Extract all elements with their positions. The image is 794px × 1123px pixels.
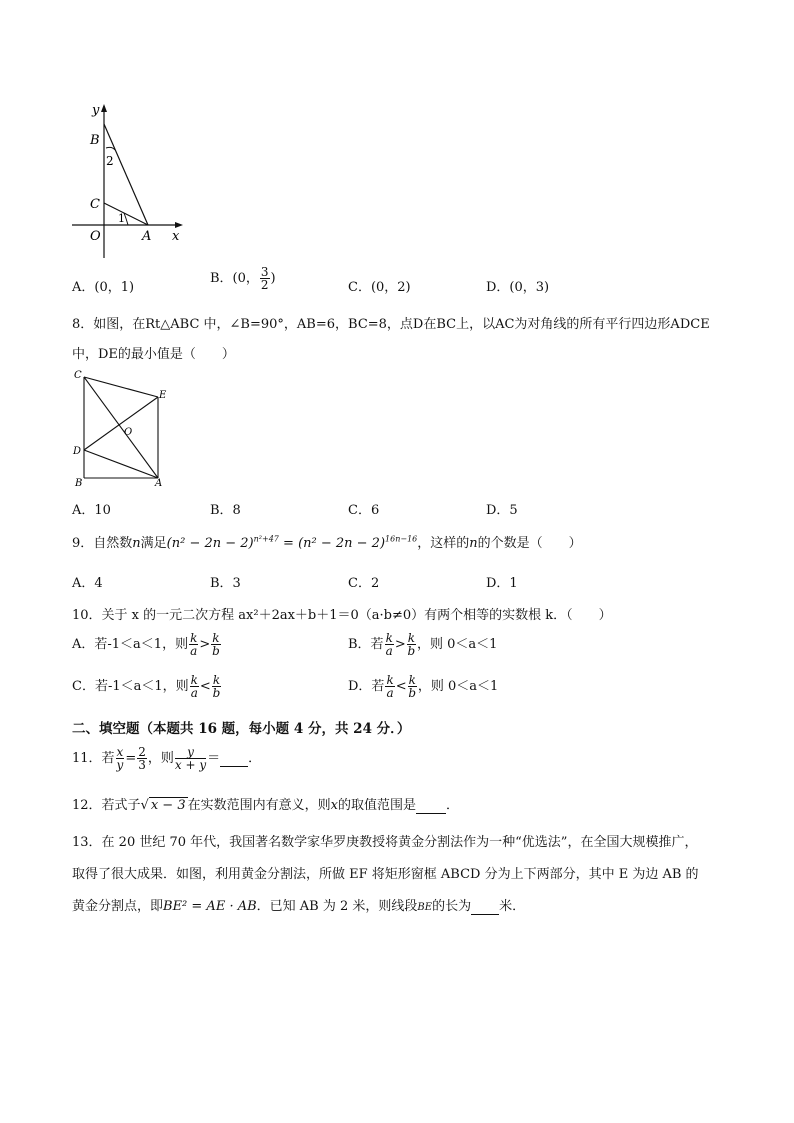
q7-option-a: A．(0，1) <box>72 280 135 295</box>
q8-parallelogram-figure <box>68 368 172 490</box>
q8-label-B: B <box>75 478 83 489</box>
q10-option-b: B．若 $\frac{k}{a}$ > $\frac{k}{b}$ ，则 0＜a＜1 <box>348 631 498 658</box>
q9-text: 9．自然数n满足$(n^2 - 2n - 2)^{n^2+47} = (n^2 - 2n - 2)^{16n-16}$，这样的n的个数是（ ） <box>72 534 582 551</box>
q12-text: 12．若式子√ x − 3 在实数范围内有意义，则x的取值范围是 ． <box>72 798 459 813</box>
q13-text-line2: 取得了很大成果．如图，利用黄金分割法，所做 EF 将矩形窗框 ABCD 分为上下两部分，其中 E 为边 AB 的 <box>72 867 699 882</box>
q10-option-d: D．若 $\frac{k}{a}$ < $\frac{k}{b}$ ，则 0＜a＜1 <box>348 673 499 700</box>
q7-label-angle1: 1 <box>118 212 125 225</box>
q8-text-line1: 8．如图，在Rt△ABC 中，∠B=90°，AB=6，BC=8，点D在BC上，以AC为对角线的所有平行四边形ADCE <box>72 317 710 332</box>
q10-text: 10．关于 x 的一元二次方程 ax²＋2ax＋b＋1＝0（a·b≠0）有两个相等的实数根 k．（ ） <box>72 608 612 623</box>
q9-option-a: A．4 <box>72 576 103 591</box>
q13-text-line3: 黄金分割点，即BE² = AE · AB．已知 AB 为 2 米，则线段BE的长为 米． <box>72 899 526 914</box>
q7-label-angle2: 2 <box>106 154 114 168</box>
q8-label-D: D <box>73 446 82 457</box>
q7-label-C: C <box>90 197 100 212</box>
q12-answer-blank[interactable] <box>416 798 446 814</box>
q7-label-A: A <box>142 229 152 244</box>
q9-option-c: C．2 <box>348 576 380 591</box>
section-2-heading: 二、填空题（本题共 16 题，每小题 4 分，共 24 分．） <box>72 721 411 737</box>
q9-lhs-base: (n² − 2n − 2) <box>166 536 254 551</box>
q8-label-E: E <box>159 390 167 401</box>
q8-option-a: A．10 <box>72 503 111 518</box>
q8-option-b: B．8 <box>210 503 241 518</box>
q10-option-c: C．若-1＜a＜1，则 $\frac{k}{a}$ < $\frac{k}{b}$ <box>72 673 221 700</box>
q8-text-line2: 中，DE的最小值是（ ） <box>72 347 235 362</box>
q9-option-b: B．3 <box>210 576 241 591</box>
q7-option-b: B．(0， $\frac{3}{2}$ ) <box>210 265 276 292</box>
q7-coordinate-figure <box>66 100 190 262</box>
q8-option-d: D．5 <box>486 503 518 518</box>
q13-text-line1: 13．在 20 世纪 70 年代，我国著名数学家华罗庚教授将黄金分割法作为一种“优选法”，在全国大规模推广， <box>72 835 698 850</box>
q9-rhs-base: (n² − 2n − 2) <box>298 536 386 551</box>
q8-label-O: O <box>124 427 133 438</box>
q8-label-A: A <box>155 478 163 489</box>
q11-answer-blank[interactable] <box>220 751 248 767</box>
q7-label-B: B <box>90 133 100 148</box>
q9-option-d: D．1 <box>486 576 518 591</box>
q7-label-x: x <box>172 229 180 244</box>
q8-label-C: C <box>74 370 82 381</box>
q8-option-c: C．6 <box>348 503 380 518</box>
q7-label-O: O <box>90 229 101 244</box>
q11-text: 11．若 $\frac{x}{y}$ = $\frac{2}{3}$ ，则 $\frac{y}{x + y}$ ＝ ． <box>72 745 262 772</box>
q7-option-c: C．(0，2) <box>348 280 411 295</box>
q13-answer-blank[interactable] <box>471 899 499 915</box>
q10-option-a: A．若-1＜a＜1，则 $\frac{k}{a}$ > $\frac{k}{b}$ <box>72 631 220 658</box>
q7-option-d: D．(0，3) <box>486 280 550 295</box>
q7-label-y: y <box>92 103 100 118</box>
